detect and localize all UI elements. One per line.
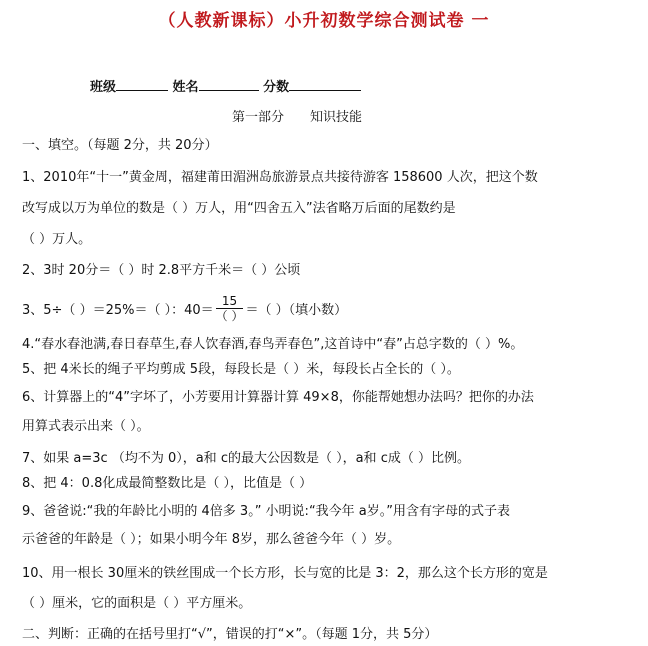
section-2-heading: 二、判断：正确的在括号里打“√”，错误的打“×”。（每题 1分，共 5分） xyxy=(22,627,438,642)
question-10-line-2: （ ）厘米，它的面积是（ ）平方厘米。 xyxy=(22,596,252,611)
question-3-end: ＝（ ）（填小数） xyxy=(245,303,348,318)
question-1-line-3: （ ）万人。 xyxy=(22,232,92,247)
question-8: 8、把 4：0.8化成最简整数比是（ ），比值是（ ） xyxy=(22,476,313,491)
question-1-line-1: 1、2010年“十一”黄金周，福建莆田湄洲岛旅游景点共接待游客 158600 人次，把这个数 xyxy=(22,170,538,185)
score-label: 分数 xyxy=(263,80,290,95)
fraction-denominator: （ ） xyxy=(215,309,244,323)
part-heading xyxy=(232,106,362,125)
class-blank xyxy=(116,78,168,91)
part-name: 知识技能 xyxy=(310,110,363,125)
question-6-line-2: 用算式表示出来（ ）。 xyxy=(22,419,150,434)
question-3 xyxy=(22,296,347,325)
question-9-line-1: 9、爸爸说:“我的年龄比小明的 4倍多 3。” 小明说:“我今年 a岁。”用含有字母的式子表 xyxy=(22,504,511,519)
question-3-start: 3、5÷（ ）＝25%＝（ ）：40＝ xyxy=(22,303,214,318)
class-label: 班级 xyxy=(90,80,117,95)
name-label: 姓名 xyxy=(172,80,199,95)
question-7: 7、如果 a=3c （均不为 0），a和 c的最大公因数是（ ），a和 c成（ ）比例。 xyxy=(22,451,470,466)
fraction-numerator: 15 xyxy=(216,294,244,309)
question-4: 4.“春水春池满,春日春草生,春人饮春酒,春鸟弄春色”,这首诗中“春”占总字数的（ ）%。 xyxy=(22,337,524,352)
name-blank xyxy=(199,78,259,91)
part-label: 第一部分 xyxy=(232,110,285,125)
fraction xyxy=(216,294,244,323)
question-6-line-1: 6、计算器上的“4”字坏了，小芳要用计算器计算 49×8，你能帮她想办法吗？把你的办法 xyxy=(22,390,534,405)
section-1-heading: 一、填空。（每题 2分，共 20分） xyxy=(22,138,218,153)
question-10-line-1: 10、用一根长 30厘米的铁丝围成一个长方形，长与宽的比是 3：2，那么这个长方形的宽是 xyxy=(22,566,548,581)
student-info-header xyxy=(90,76,361,95)
question-2: 2、3时 20分＝（ ）时 2.8平方千米＝（ ）公顷 xyxy=(22,263,301,278)
page-title: （人教新课标）小升初数学综合测试卷 一 xyxy=(158,11,490,31)
question-5: 5、把 4米长的绳子平均剪成 5段，每段长是（ ）米，每段长占全长的（ ）。 xyxy=(22,362,460,377)
score-blank xyxy=(289,78,361,91)
question-9-line-2: 示爸爸的年龄是（ ）；如果小明今年 8岁，那么爸爸今年（ ）岁。 xyxy=(22,532,401,547)
question-1-line-2: 改写成以万为单位的数是（ ）万人，用“四舍五入”法省略万后面的尾数约是 xyxy=(22,201,456,216)
